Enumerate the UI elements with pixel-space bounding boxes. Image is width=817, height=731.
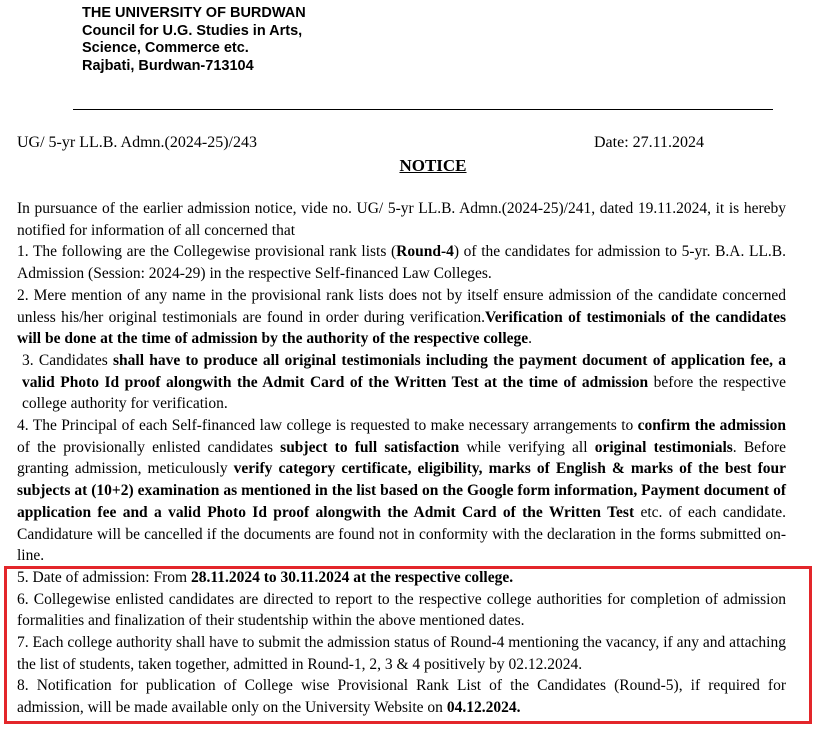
university-name: THE UNIVERSITY OF BURDWAN — [82, 5, 306, 21]
p3-text: 3. Candidates — [22, 351, 113, 369]
notice-title: NOTICE — [399, 156, 467, 175]
p4-bold-d: subject to full satisfaction — [280, 438, 460, 456]
p5-text: 5. Date of admission: From — [17, 568, 191, 586]
p4-text-i: etc. of each candidate. Candidature will be cancelled if the documents are found not in conformity with the declaration in the forms submitted on-line. — [17, 503, 786, 565]
p4-text-a: 4. The Principal of each Self-financed law college is requested to make necessary arrangements to — [17, 417, 638, 435]
notice-reference: UG/ 5-yr LL.B. Admn.(2024-25)/243 — [17, 134, 257, 151]
intro-paragraph: In pursuance of the earlier admission notice, vide no. UG/ 5-yr LL.B. Admn.(2024-25)/241, dated 19.11.2024, it is hereby notified for information of all concerned that — [17, 200, 786, 239]
p5-dates: 28.11.2024 to 30.11.2024 at the respective college. — [190, 568, 514, 586]
notice-body — [17, 198, 786, 719]
p3-text-end: before the respective college authority for verification. — [22, 373, 787, 413]
paragraph-1 — [17, 241, 786, 284]
paragraph-6: 6. Collegewise enlisted candidates are directed to report to the respective college authorities for completion of admission formalities and finalization of their studentship within the above mentioned dates. — [17, 590, 786, 630]
paragraph-4 — [17, 415, 786, 567]
notice-date: Date: 27.11.2024 — [594, 134, 705, 151]
p8-date: 04.12.2024. — [446, 699, 521, 717]
address: Rajbati, Burdwan-713104 — [82, 57, 254, 74]
p2-text: 2. Mere mention of any name in the provisional rank lists does not by itself ensure admission of the candidate concerned unless his/her original testimonials are found in order during verification. — [17, 286, 786, 326]
p4-text-g: . Before granting admission, meticulously — [17, 438, 787, 478]
paragraph-2 — [17, 285, 786, 350]
paragraph-7 — [17, 632, 786, 675]
p7-text: 7. Each college authority shall have to submit the admission status of Round-4 mentioning the vacancy, if any and attaching the list of students, taken together, admitted in Round-1, 2, 3 & 4 positively by 02.12.2024 — [17, 634, 786, 673]
header-divider — [73, 109, 773, 110]
p7-text-end: . — [578, 655, 583, 673]
paragraph-5 — [17, 567, 786, 589]
p3-bold: shall have to produce all original testimonials including the payment document of application fee, a valid Photo Id proof alongwith the Admit Card of the Written Test at the time of admission — [22, 351, 786, 391]
p4-bold-h: verify category certificate, eligibility, marks of English & marks of the best four subjects at (10+2) examination as mentioned in the list based on the Google form information, Payment document of application fee and a valid Photo Id proof alongwith the Admit Card of the Written Test — [17, 460, 787, 521]
p2-text-end: . — [528, 330, 533, 348]
p4-bold-f: original testimonials — [594, 438, 733, 456]
paragraph-3 — [17, 350, 786, 415]
p4-text-e: while verifying all — [459, 438, 595, 456]
p4-text-c: of the provisionally enlisted candidates — [17, 438, 281, 456]
p1-text-end: ) of the candidates for admission to 5-yr. B.A. LL.B. Admission (Session: 2024-29) in the respective Self-financed Law Colleges. — [17, 243, 786, 283]
p2-bold: Verification of testimonials of the candidates will be done at the time of admission by the authority of the respective college — [17, 308, 786, 348]
paragraph-8 — [17, 675, 786, 718]
p4-bold-b: confirm the admission — [637, 417, 786, 435]
letterhead — [82, 5, 306, 75]
faculties: Science, Commerce etc. — [82, 40, 249, 56]
council-name: Council for U.G. Studies in Arts, — [82, 22, 303, 39]
p1-round: Round-4 — [396, 243, 454, 261]
p8-text: 8. Notification for publication of College wise Provisional Rank List of the Candidates (Round-5), if required for admission, will be made available only on the University Website on — [17, 677, 786, 717]
p1-text: 1. The following are the Collegewise provisional rank lists ( — [17, 243, 397, 261]
